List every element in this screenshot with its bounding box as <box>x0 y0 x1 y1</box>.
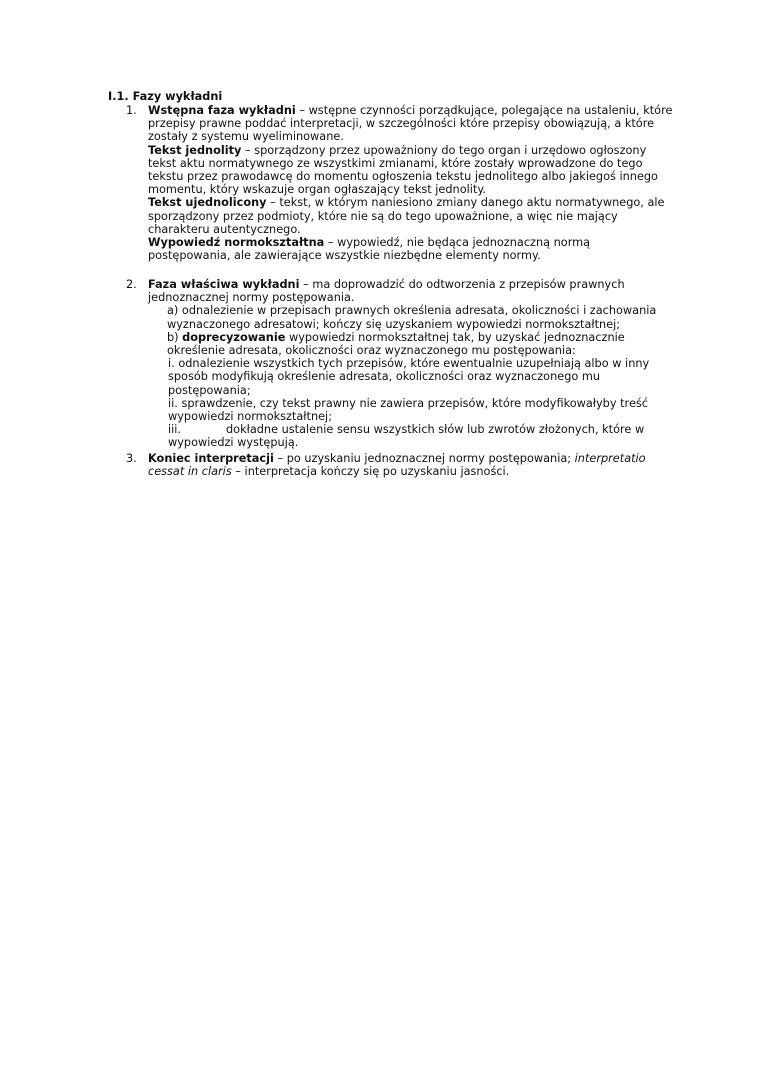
definition-text: – sporządzony przez upoważniony do tego organ i urzędowo ogłoszony tekst aktu normatywnego ze wszystkimi zmianami, które zostały wprowadzone do tego tekstu przez prawodawcę do momentu ogłoszenia tekstu jednolitego albo jakiegoś innego momentu, który wskazuje organ ogłaszający tekst jednolity. <box>148 143 658 197</box>
roman-item-iii <box>168 423 673 449</box>
paragraph-text: – wstępne czynności porządkujące, polegające na ustaleniu, które przepisy prawne poddać interpretacji, w szczególności które przepisy obowiązują, a które zostały z systemu wyeliminowane. <box>148 104 673 144</box>
list-item-phase-2 <box>126 278 686 450</box>
sub-item-label: b) <box>167 330 183 344</box>
term-bold: Koniec interpretacji <box>148 452 274 465</box>
paragraph <box>148 452 673 478</box>
list-number: 3. <box>126 452 137 465</box>
term-bold: doprecyzowanie <box>182 330 286 344</box>
paragraph-text: – po uzyskaniu jednoznacznej normy postępowania; <box>273 452 575 465</box>
definition-text: – tekst, w którym naniesiono zmiany danego aktu normatywnego, ale sporządzony przez podmioty, które nie są do tego upoważnione, a więc nie mający charakteru autentycznego. <box>148 196 665 236</box>
paragraph <box>148 104 673 144</box>
definition-paragraph <box>148 144 673 197</box>
sub-list <box>167 304 673 357</box>
list-item-phase-1 <box>126 104 686 262</box>
list-item-content <box>148 104 673 262</box>
sub-item-b <box>167 331 673 357</box>
section-heading: I.1. Fazy wykładni <box>108 90 223 103</box>
roman-item-ii: ii. sprawdzenie, czy tekst prawny nie zawiera przepisów, które modyfikowałyby treść wypowiedzi normokształtnej; <box>168 396 649 424</box>
term-bold: Tekst jednolity <box>148 143 242 157</box>
list-number: 2. <box>126 278 137 291</box>
term-bold: Wypowiedź normokształtna <box>148 236 325 250</box>
term-bold: Faza właściwa wykładni <box>148 278 300 291</box>
roman-label: iii. <box>168 423 182 437</box>
list-item-content <box>148 278 673 450</box>
sub-item-text: wypowiedzi normokształtnej tak, by uzyskać jednoznacznie określenie adresata, okoliczności oraz wyznaczonego mu postępowania: <box>167 330 625 358</box>
sub-item-a: a) odnalezienie w przepisach prawnych określenia adresata, okoliczności i zachowania wyznaczonego adresatowi; kończy się uzyskaniem wypowiedzi normokształtnej; <box>167 304 657 331</box>
paragraph-text: – interpretacja kończy się po uzyskaniu jasności. <box>231 465 510 479</box>
list-number: 1. <box>126 104 137 117</box>
roman-text: dokładne ustalenie sensu wszystkich słów lub zwrotów złożonych, które w wypowiedzi występują. <box>168 423 645 450</box>
term-bold: Tekst ujednolicony <box>148 196 267 210</box>
definition-paragraph <box>148 196 673 236</box>
term-bold: Wstępna faza wykładni <box>148 104 296 117</box>
definition-paragraph <box>148 236 673 262</box>
list-item-phase-3 <box>126 452 686 478</box>
paragraph <box>148 278 673 304</box>
latin-phrase: interpretatio cessat in claris <box>148 452 646 479</box>
list-item-content <box>148 452 673 478</box>
roman-list <box>168 357 673 449</box>
paragraph-text: – ma doprowadzić do odtworzenia z przepisów prawnych jednoznacznej normy postępowania. <box>148 278 625 305</box>
roman-item-i: i. odnalezienie wszystkich tych przepisów, które ewentualnie uzupełniają albo w inny sposób modyfikują określenie adresata, okoliczności oraz wyznaczonego mu postępowania; <box>168 357 650 397</box>
definition-text: – wypowiedź, nie będąca jednoznaczną normą postępowania, ale zawierające wszystkie niezbędne elementy normy. <box>148 236 591 263</box>
